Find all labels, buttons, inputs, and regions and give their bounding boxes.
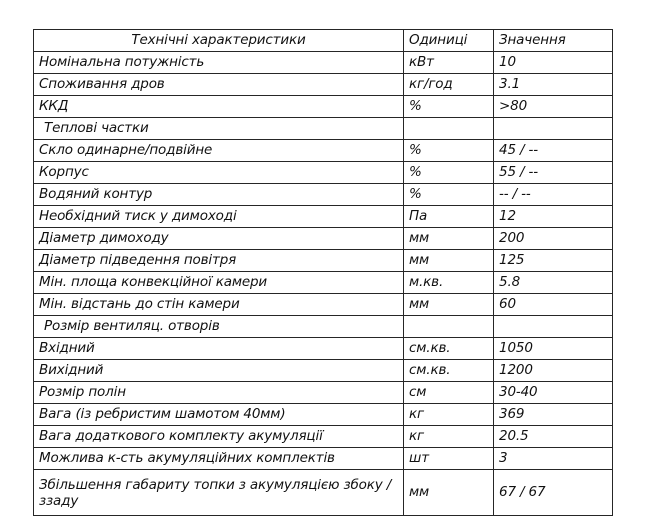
spec-unit: % — [404, 184, 494, 206]
spec-value: -- / -- — [494, 184, 613, 206]
column-header-name: Технічні характеристики — [34, 30, 404, 52]
spec-value: >80 — [494, 96, 613, 118]
spec-name: Водяний контур — [34, 184, 404, 206]
spec-unit: % — [404, 96, 494, 118]
spec-unit: мм — [404, 228, 494, 250]
spec-unit: см — [404, 382, 494, 404]
table-row — [34, 52, 613, 74]
spec-unit: кг — [404, 404, 494, 426]
table-row — [34, 404, 613, 426]
table-row — [34, 140, 613, 162]
spec-value: 3 — [494, 448, 613, 470]
table-row — [34, 470, 613, 516]
table-header-row — [34, 30, 613, 52]
spec-name: Мін. площа конвекційної камери — [34, 272, 404, 294]
spec-value — [494, 118, 613, 140]
spec-name: Розмір полін — [34, 382, 404, 404]
spec-unit — [404, 316, 494, 338]
spec-name: Споживання дров — [34, 74, 404, 96]
spec-unit: кг/год — [404, 74, 494, 96]
spec-name: Можлива к-сть акумуляційних комплектів — [34, 448, 404, 470]
spec-unit: кг — [404, 426, 494, 448]
spec-unit: см.кв. — [404, 338, 494, 360]
table-row — [34, 118, 613, 140]
table-row — [34, 228, 613, 250]
spec-name: Скло одинарне/подвійне — [34, 140, 404, 162]
table-row — [34, 448, 613, 470]
spec-unit: % — [404, 162, 494, 184]
spec-value: 55 / -- — [494, 162, 613, 184]
spec-unit: % — [404, 140, 494, 162]
table-row — [34, 184, 613, 206]
spec-unit: мм — [404, 294, 494, 316]
spec-name: ККД — [34, 96, 404, 118]
spec-value: 30-40 — [494, 382, 613, 404]
table-row — [34, 74, 613, 96]
spec-value — [494, 316, 613, 338]
spec-value: 20.5 — [494, 426, 613, 448]
spec-value: 45 / -- — [494, 140, 613, 162]
table-row — [34, 338, 613, 360]
spec-value: 3.1 — [494, 74, 613, 96]
technical-specification-table — [33, 29, 613, 516]
table-row — [34, 316, 613, 338]
spec-unit: мм — [404, 250, 494, 272]
spec-name: Номінальна потужність — [34, 52, 404, 74]
spec-value: 10 — [494, 52, 613, 74]
spec-unit: м.кв. — [404, 272, 494, 294]
spec-unit: Па — [404, 206, 494, 228]
spec-unit: мм — [404, 470, 494, 516]
table-row — [34, 96, 613, 118]
table-row — [34, 382, 613, 404]
table-body — [34, 30, 613, 516]
table-row — [34, 162, 613, 184]
spec-value: 369 — [494, 404, 613, 426]
spec-value: 200 — [494, 228, 613, 250]
spec-unit: кВт — [404, 52, 494, 74]
spec-value: 1200 — [494, 360, 613, 382]
spec-name: Вихідний — [34, 360, 404, 382]
spec-name: Діаметр димоходу — [34, 228, 404, 250]
spec-value: 12 — [494, 206, 613, 228]
table-row — [34, 294, 613, 316]
spec-name: Збільшення габариту топки з акумуляцією збоку / ззаду — [34, 470, 404, 516]
spec-value: 5.8 — [494, 272, 613, 294]
table-row — [34, 272, 613, 294]
spec-value: 60 — [494, 294, 613, 316]
spec-unit: шт — [404, 448, 494, 470]
column-header-value: Значення — [494, 30, 613, 52]
spec-value: 1050 — [494, 338, 613, 360]
table-row — [34, 250, 613, 272]
spec-group-label: Розмір вентиляц. отворів — [34, 316, 404, 338]
spec-value: 125 — [494, 250, 613, 272]
column-header-unit: Одиниці — [404, 30, 494, 52]
spec-name: Мін. відстань до стін камери — [34, 294, 404, 316]
spec-name: Вага додаткового комплекту акумуляції — [34, 426, 404, 448]
spec-group-label: Теплові частки — [34, 118, 404, 140]
spec-name: Вхідний — [34, 338, 404, 360]
table-row — [34, 426, 613, 448]
table-row — [34, 206, 613, 228]
spec-value: 67 / 67 — [494, 470, 613, 516]
spec-name: Вага (із ребристим шамотом 40мм) — [34, 404, 404, 426]
spec-name: Необхідний тиск у димоході — [34, 206, 404, 228]
spec-name: Корпус — [34, 162, 404, 184]
spec-unit — [404, 118, 494, 140]
table-row — [34, 360, 613, 382]
spec-name: Діаметр підведення повітря — [34, 250, 404, 272]
spec-unit: см.кв. — [404, 360, 494, 382]
